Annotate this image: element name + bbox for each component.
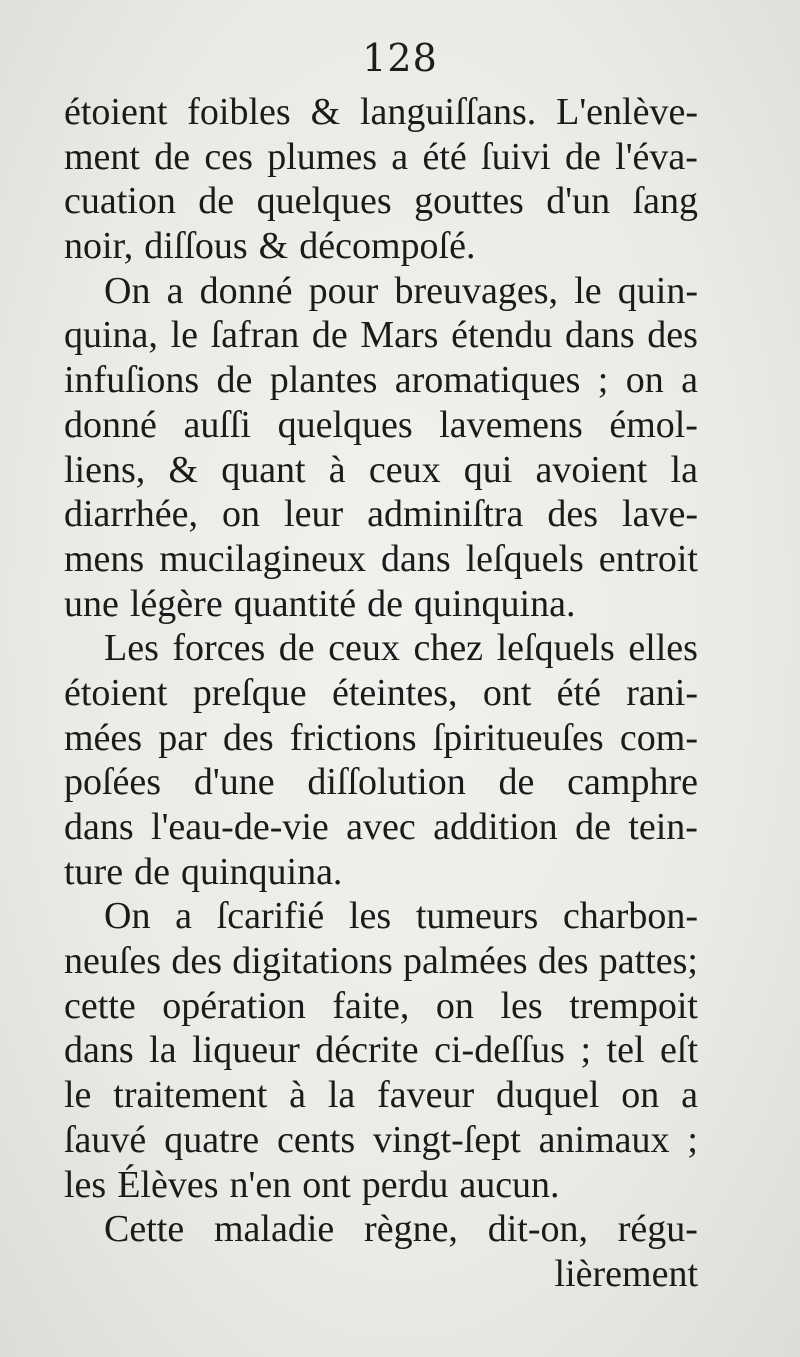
word: décompoſé.: [299, 225, 476, 268]
word: Élèves: [117, 1163, 219, 1206]
word: a: [391, 135, 409, 178]
text-line: [64, 179, 698, 224]
word: les: [64, 1163, 107, 1206]
word: On: [104, 895, 151, 938]
text-line: [64, 894, 698, 939]
word: vingt-ſept: [373, 1118, 521, 1161]
word: des: [171, 940, 223, 983]
word: On: [104, 269, 151, 312]
word: étoient: [64, 91, 168, 133]
word: on: [435, 984, 474, 1027]
text-line: [64, 224, 698, 269]
word: la: [149, 1029, 177, 1072]
word: dans: [64, 1029, 134, 1072]
word: on: [222, 493, 260, 536]
word: de: [575, 806, 611, 848]
word: digitations: [232, 940, 393, 983]
word: ture: [64, 850, 124, 893]
word: d'une: [193, 761, 275, 804]
word: ceux: [328, 627, 400, 670]
word: à: [328, 448, 346, 491]
word: ci-deſſus: [434, 1029, 565, 1072]
word: ont: [482, 671, 532, 714]
text-line: [64, 760, 698, 805]
text-line: [64, 135, 698, 180]
word: infuſions: [64, 359, 200, 402]
text-line: [64, 313, 698, 358]
word: camphre: [567, 761, 698, 804]
word: leſquels: [496, 627, 615, 670]
word: la: [327, 1074, 356, 1117]
word: adminiſtra: [367, 493, 524, 536]
word: été: [422, 135, 467, 178]
word: cette: [64, 984, 136, 1027]
word: on: [625, 359, 664, 402]
word: de: [311, 314, 348, 357]
word: languiſſans.: [359, 91, 537, 133]
word: une: [64, 582, 119, 625]
word: ces: [204, 135, 253, 178]
word: gouttes: [414, 180, 524, 223]
word: le: [574, 269, 602, 312]
word: régu-: [617, 1208, 698, 1251]
word: &: [310, 91, 341, 133]
word: plantes: [269, 359, 378, 402]
word: pattes;: [598, 940, 698, 983]
word: rani-: [626, 671, 698, 714]
word: des: [647, 314, 698, 357]
word: cuation: [64, 180, 176, 223]
word: quinquina.: [413, 582, 576, 625]
word: forces: [172, 627, 266, 670]
word: a: [681, 359, 698, 402]
word: mées: [64, 716, 143, 759]
word: neuſes: [64, 940, 162, 983]
word: de: [216, 359, 253, 402]
word: de: [198, 180, 235, 223]
word: avoient: [535, 448, 648, 491]
page-number: 128: [362, 36, 438, 80]
word: poſées: [64, 761, 162, 804]
word: quin-: [617, 269, 698, 312]
word: quelques: [256, 180, 392, 223]
word: l'éva-: [615, 135, 698, 178]
text-line: [64, 1163, 698, 1208]
word: breuvages,: [394, 269, 559, 312]
word: quant: [221, 448, 306, 491]
text-line: [64, 537, 698, 582]
word: chez: [413, 627, 484, 670]
word: leur: [284, 493, 344, 536]
word: éteintes,: [331, 671, 458, 714]
word: traitement: [113, 1074, 268, 1117]
word: règne,: [364, 1208, 458, 1251]
word: donné: [199, 269, 293, 312]
word: aromatiques: [394, 359, 581, 402]
word: lave-: [622, 493, 698, 536]
word: charbon-: [562, 895, 698, 938]
word: duquel: [495, 1074, 600, 1117]
word: maladie: [213, 1208, 335, 1251]
word: le: [170, 314, 198, 357]
word: pour: [308, 269, 379, 312]
text-line: [64, 1118, 698, 1163]
word: &: [258, 225, 289, 268]
word: foibles: [187, 91, 291, 133]
text-line: [64, 403, 698, 448]
word: trempoit: [569, 984, 698, 1027]
text-line: [64, 805, 698, 850]
word: ſafran: [210, 314, 300, 357]
word: de: [154, 135, 191, 178]
word: ceux: [368, 448, 441, 491]
text-line: [64, 582, 698, 627]
word: palmées: [403, 940, 528, 983]
word: émol-: [609, 403, 698, 446]
word: Mars: [360, 314, 439, 357]
word: légère: [129, 582, 223, 625]
word: ment: [64, 135, 140, 178]
word: des: [223, 716, 274, 759]
word: tumeurs: [415, 895, 539, 938]
word: com-: [619, 716, 698, 759]
word: auſſi: [183, 403, 251, 446]
word: de: [134, 850, 170, 893]
word: diarrhée,: [64, 493, 198, 536]
word: lièrement: [554, 1252, 698, 1295]
word: qui: [463, 448, 513, 491]
word: dans: [64, 806, 134, 848]
word: mucilagineux: [159, 537, 367, 580]
body-text: [64, 90, 698, 1297]
word: des: [547, 493, 599, 536]
word: la: [670, 448, 698, 491]
word: décrite: [315, 1029, 419, 1072]
word: de: [565, 135, 601, 178]
word: donné: [64, 403, 157, 446]
word: a: [166, 269, 184, 312]
word: animaux: [538, 1118, 670, 1161]
word: frictions: [289, 716, 417, 759]
word: quatre: [164, 1118, 260, 1161]
word: avec: [346, 806, 416, 848]
word: Les: [104, 627, 159, 670]
word: noir,: [64, 225, 134, 268]
word: de: [367, 582, 403, 625]
text-line: [64, 1073, 698, 1118]
word: plumes: [267, 135, 378, 178]
word: l'eau-de-vie: [151, 806, 329, 848]
word: à: [289, 1074, 307, 1117]
word: Cette: [104, 1208, 185, 1251]
word: ;: [597, 359, 609, 402]
word: quantité: [233, 582, 357, 625]
word: dit-on,: [487, 1208, 588, 1251]
word: les: [348, 895, 392, 938]
word: les: [500, 984, 543, 1027]
word: preſque: [192, 671, 307, 714]
text-line: [64, 492, 698, 537]
word: ;: [687, 1118, 698, 1161]
word: liens,: [64, 448, 146, 491]
word: entroit: [598, 537, 698, 580]
text-line: [64, 1028, 698, 1073]
word: quinquina.: [180, 850, 343, 893]
text-line: [64, 269, 698, 314]
word: tein-: [628, 806, 698, 848]
word: été: [556, 671, 601, 714]
word: a: [175, 895, 192, 938]
word: le: [64, 1074, 92, 1117]
word: de: [278, 627, 315, 670]
text-line: [64, 671, 698, 716]
text-line: [64, 850, 698, 895]
word: addition: [433, 806, 558, 848]
word: elles: [628, 627, 698, 670]
word: cents: [277, 1118, 356, 1161]
word: diſſous: [144, 225, 248, 268]
text-line: [64, 939, 698, 984]
word: dans: [381, 537, 451, 580]
word: diſſolution: [307, 761, 466, 804]
word: ſcarifié: [216, 895, 325, 938]
word: par: [158, 716, 207, 759]
word: quelques: [277, 403, 413, 446]
word: ;: [580, 1029, 592, 1072]
word: n'en: [229, 1163, 292, 1206]
word: L'enlève-: [556, 91, 698, 133]
word: dans: [565, 314, 635, 357]
word: &: [168, 448, 199, 491]
word: d'un: [546, 180, 611, 223]
word: faveur: [377, 1074, 475, 1117]
text-line: [64, 984, 698, 1029]
text-line: [64, 448, 698, 493]
word: lavemens: [439, 403, 583, 446]
word: de: [498, 761, 535, 804]
word: a: [681, 1074, 698, 1117]
word: quina,: [64, 314, 158, 357]
word: des: [537, 940, 589, 983]
word: ſauvé: [64, 1118, 147, 1161]
word: on: [621, 1074, 660, 1117]
word: ſuivi: [481, 135, 551, 178]
text-line: [64, 1207, 698, 1252]
word: mens: [64, 537, 145, 580]
word: étoient: [64, 671, 168, 714]
word: ſang: [632, 180, 698, 223]
word: faite,: [332, 984, 410, 1027]
word: perdu: [361, 1163, 449, 1206]
word: ſpiritueuſes: [432, 716, 604, 759]
text-line: [64, 90, 698, 135]
text-line: [64, 358, 698, 403]
word: aucun.: [459, 1163, 560, 1206]
word: ont: [302, 1163, 351, 1206]
text-line: [64, 716, 698, 761]
word: leſquels: [465, 537, 584, 580]
word: opération: [162, 984, 306, 1027]
text-line: [64, 626, 698, 671]
word: tel: [606, 1029, 645, 1072]
text-line: [64, 1252, 698, 1297]
word: étendu: [451, 314, 553, 357]
word: liqueur: [192, 1029, 300, 1072]
word: eſt: [660, 1029, 698, 1072]
